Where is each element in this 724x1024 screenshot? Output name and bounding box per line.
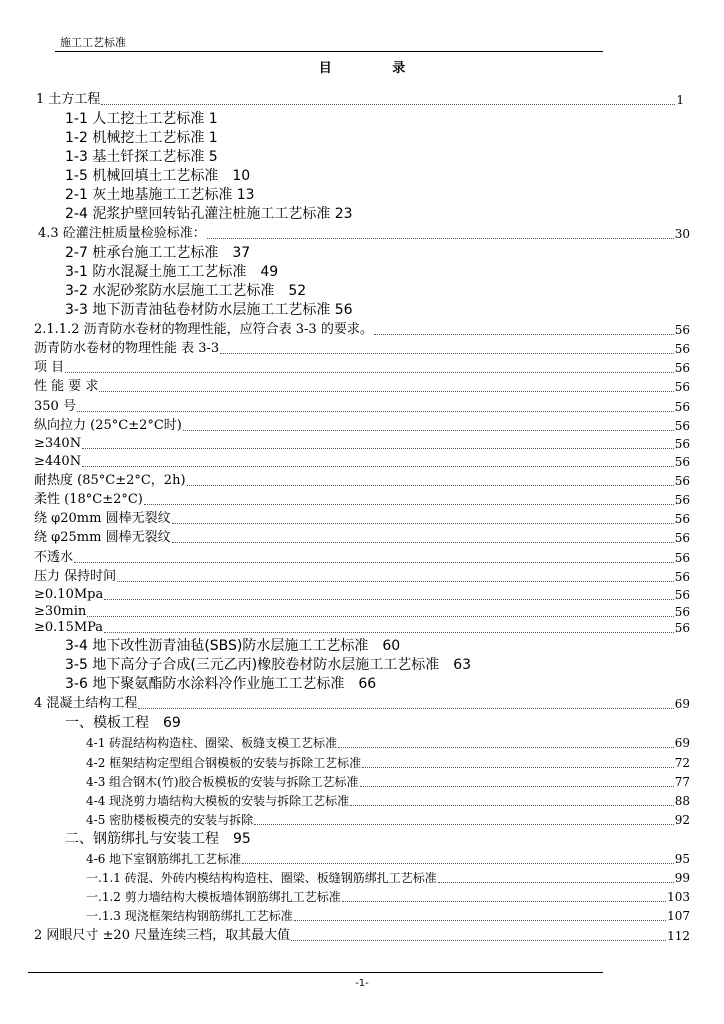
toc-entry-page: 56 <box>674 605 690 620</box>
toc-entry-page: 56 <box>674 474 690 489</box>
toc-entry-text: 1 土方工程 <box>36 92 101 108</box>
toc-entry-page: 56 <box>674 455 690 470</box>
toc-entry[interactable] <box>86 753 690 771</box>
dot-leader <box>438 882 674 883</box>
toc-entry-text: 4-3 组合钢木(竹)胶合板模板的安装与拆除工艺标准 <box>86 775 359 790</box>
toc-entry-text: 3-2 水泥砂浆防水层施工工艺标准 52 <box>65 282 307 299</box>
toc-entry-text: 1-1 人工挖土工艺标准 1 <box>65 110 218 127</box>
toc-entry[interactable] <box>65 655 471 673</box>
toc-entry-text: 1-3 基土钎探工艺标准 5 <box>65 148 218 165</box>
dot-leader <box>342 901 666 902</box>
toc-entry-page: 56 <box>674 570 690 585</box>
toc-entry[interactable] <box>34 358 690 376</box>
toc-entry[interactable] <box>36 90 684 108</box>
toc-entry[interactable] <box>34 320 690 338</box>
toc-entry-page: 56 <box>674 380 690 395</box>
dot-leader <box>254 824 674 825</box>
dot-leader <box>350 805 674 806</box>
dot-leader <box>104 632 674 633</box>
dot-leader <box>104 599 673 600</box>
toc-entry[interactable] <box>34 434 690 452</box>
toc-entry-text: 二、钢筋绑扎与安装工程 95 <box>65 830 251 847</box>
toc-entry-page: 30 <box>674 227 690 242</box>
toc-entry-text: 不透水 <box>34 550 74 566</box>
toc-entry[interactable] <box>86 887 690 905</box>
toc-entry[interactable] <box>86 733 690 751</box>
toc-entry[interactable] <box>34 397 690 415</box>
dot-leader <box>338 747 674 748</box>
toc-entry-text: 1-5 机械回填土工艺标准 10 <box>65 167 251 184</box>
toc-entry[interactable] <box>65 300 353 318</box>
toc-entry[interactable] <box>34 528 690 546</box>
toc-entry[interactable] <box>34 567 690 585</box>
toc-entry-text: 2-7 桩承台施工工艺标准 37 <box>65 244 251 261</box>
toc-entry-text: 项 目 <box>34 360 65 376</box>
toc-entry-text: 4-6 地下室钢筋绑扎工艺标准 <box>86 852 242 867</box>
toc-entry-text: ≥0.10Mpa <box>34 587 104 603</box>
toc-entry[interactable] <box>65 185 255 203</box>
toc-entry[interactable] <box>86 868 690 886</box>
toc-entry-text: 3-1 防水混凝土施工工艺标准 49 <box>65 263 279 280</box>
toc-entry-text: 4-2 框架结构定型组合钢模板的安装与拆除工艺标准 <box>86 756 362 771</box>
toc-entry[interactable] <box>86 849 690 867</box>
toc-entry-text: 2.1.1.2 沥青防水卷材的物理性能，应符合表 3-3 的要求。 <box>34 322 373 338</box>
toc-entry-text: 4 混凝土结构工程 <box>34 696 138 712</box>
toc-entry-text: 2-4 泥浆护壁回转钻孔灌注桩施工工艺标准 23 <box>65 205 353 222</box>
toc-entry[interactable] <box>65 636 400 654</box>
toc-entry-text: 一.1.3 现浇框架结构钢筋绑扎工艺标准 <box>86 909 293 924</box>
toc-entry[interactable] <box>65 281 306 299</box>
toc-entry-text: 4-1 砖混结构构造柱、圈梁、板缝支模工艺标准 <box>86 736 338 751</box>
toc-entry[interactable] <box>65 829 251 847</box>
toc-entry-page: 112 <box>667 929 690 944</box>
toc-entry-page: 56 <box>674 419 690 434</box>
dot-leader <box>82 466 674 467</box>
toc-entry-text: 4-4 现浇剪力墙结构大模板的安装与拆除工艺标准 <box>86 794 350 809</box>
toc-entry-page: 56 <box>674 588 690 603</box>
toc-entry-page: 56 <box>674 361 690 376</box>
toc-entry-page: 56 <box>674 531 690 546</box>
dot-leader <box>101 104 675 105</box>
toc-entry-text: 沥青防水卷材的物理性能 表 3-3 <box>34 341 220 357</box>
dot-leader <box>77 411 674 412</box>
toc-entry[interactable] <box>34 585 690 603</box>
toc-entry-page: 95 <box>674 852 690 867</box>
toc-entry-page: 103 <box>667 890 690 905</box>
dot-leader <box>220 353 674 354</box>
page-number: -1- <box>355 978 369 989</box>
toc-entry-page: 56 <box>674 437 690 452</box>
toc-entry-page: 88 <box>674 794 690 809</box>
toc-entry-text: 2-1 灰土地基施工工艺标准 13 <box>65 186 255 203</box>
toc-entry-page: 69 <box>674 736 690 751</box>
toc-entry[interactable] <box>65 243 250 261</box>
toc-entry[interactable] <box>34 377 690 395</box>
dot-leader <box>362 767 674 768</box>
footer-rule <box>28 972 603 973</box>
dot-leader <box>172 542 674 543</box>
toc-entry[interactable] <box>34 416 690 434</box>
toc-entry[interactable] <box>34 926 690 944</box>
toc-entry-page: 69 <box>674 697 690 712</box>
toc-entry-text: 3-6 地下聚氨酯防水涂料冷作业施工工艺标准 66 <box>65 675 377 692</box>
toc-entry[interactable] <box>65 128 218 146</box>
toc-entry-page: 56 <box>674 621 690 636</box>
toc-entry-text: 耐热度 (85°C±2°C，2h) <box>34 473 186 489</box>
toc-entry-page: 72 <box>674 756 690 771</box>
toc-entry-page: 56 <box>674 493 690 508</box>
dot-leader <box>374 334 674 335</box>
toc-entry[interactable] <box>34 509 690 527</box>
dot-leader <box>82 448 674 449</box>
toc-entry-text: 4.3 砼灌注桩质量检验标准： <box>38 226 206 242</box>
toc-entry[interactable] <box>34 471 690 489</box>
toc-entry[interactable] <box>65 109 218 127</box>
toc-entry[interactable] <box>65 204 353 222</box>
dot-leader <box>172 523 674 524</box>
toc-entry[interactable] <box>86 772 690 790</box>
dot-leader <box>242 863 674 864</box>
toc-entry[interactable] <box>34 618 690 636</box>
toc-entry-text: 绕 φ25mm 圆棒无裂纹 <box>34 530 171 546</box>
dot-leader <box>183 430 674 431</box>
toc-entry[interactable] <box>65 713 181 731</box>
toc-entry-text: 一、模板工程 69 <box>65 714 181 731</box>
dot-leader <box>360 786 674 787</box>
toc-entry-text: 4-5 密肋楼板模壳的安装与拆除 <box>86 813 254 828</box>
toc-entry-text: ≥340N <box>34 436 82 452</box>
toc-entry[interactable] <box>34 548 690 566</box>
toc-entry-text: ≥0.15MPa <box>34 620 104 636</box>
toc-entry-text: 一.1.1 砖混、外砖内模结构构造柱、圈梁、板缝钢筋绑扎工艺标准 <box>86 871 437 886</box>
toc-entry-text: 压力 保持时间 <box>34 569 117 585</box>
toc-entry-text: 3-3 地下沥青油毡卷材防水层施工工艺标准 56 <box>65 301 353 318</box>
dot-leader <box>207 238 674 239</box>
toc-entry-page: 56 <box>674 342 690 357</box>
toc-entry[interactable] <box>34 452 690 470</box>
toc-entry[interactable] <box>86 906 690 924</box>
toc-entry[interactable] <box>34 339 690 357</box>
toc-entry-text: 1-2 机械挖土工艺标准 1 <box>65 129 218 146</box>
toc-entry-page: 56 <box>674 512 690 527</box>
toc-entry-text: 绕 φ20mm 圆棒无裂纹 <box>34 511 171 527</box>
dot-leader <box>138 708 673 709</box>
dot-leader <box>99 391 673 392</box>
toc-entry[interactable] <box>65 166 250 184</box>
toc-entry[interactable] <box>86 791 690 809</box>
toc-entry-page: 92 <box>674 813 690 828</box>
dot-leader <box>117 581 674 582</box>
dot-leader <box>65 372 674 373</box>
toc-entry-text: 350 号 <box>34 399 76 415</box>
toc-entry-page: 56 <box>674 400 690 415</box>
toc-entry[interactable] <box>65 147 218 165</box>
dot-leader <box>74 562 674 563</box>
dot-leader <box>187 485 674 486</box>
toc-entry-text: 纵向拉力 (25°C±2°C时) <box>34 418 182 434</box>
toc-entry-text: 2 网眼尺寸 ±20 尺量连续三档，取其最大值 <box>34 928 291 944</box>
toc-entry[interactable] <box>34 490 690 508</box>
toc-entry-text: 柔性 (18°C±2°C) <box>34 492 143 508</box>
toc-title: 目 录 <box>318 61 434 76</box>
toc-entry-page: 56 <box>674 551 690 566</box>
dot-leader <box>87 616 673 617</box>
dot-leader <box>291 940 666 941</box>
toc-entry[interactable] <box>65 262 278 280</box>
toc-entry-page: 1 <box>676 93 684 108</box>
toc-entry-text: ≥30min <box>34 604 87 620</box>
toc-entry[interactable] <box>65 674 376 692</box>
toc-entry-text: 3-4 地下改性沥青油毡(SBS)防水层施工工艺标准 60 <box>65 637 401 654</box>
toc-entry[interactable] <box>38 224 690 242</box>
toc-entry-page: 77 <box>674 775 690 790</box>
running-header: 施工工艺标准 <box>60 36 126 49</box>
toc-entry[interactable] <box>34 694 690 712</box>
toc-entry-page: 107 <box>667 909 690 924</box>
toc-entry-text: 3-5 地下高分子合成(三元乙丙)橡胶卷材防水层施工工艺标准 63 <box>65 656 472 673</box>
toc-entry-text: 性 能 要 求 <box>34 379 99 395</box>
toc-entry-page: 56 <box>674 323 690 338</box>
toc-entry-page: 99 <box>674 871 690 886</box>
dot-leader <box>294 920 666 921</box>
dot-leader <box>144 504 674 505</box>
toc-entry[interactable] <box>86 810 690 828</box>
toc-entry-text: 一.1.2 剪力墙结构大模板墙体钢筋绑扎工艺标准 <box>86 890 341 905</box>
toc-entry-text: ≥440N <box>34 454 82 470</box>
